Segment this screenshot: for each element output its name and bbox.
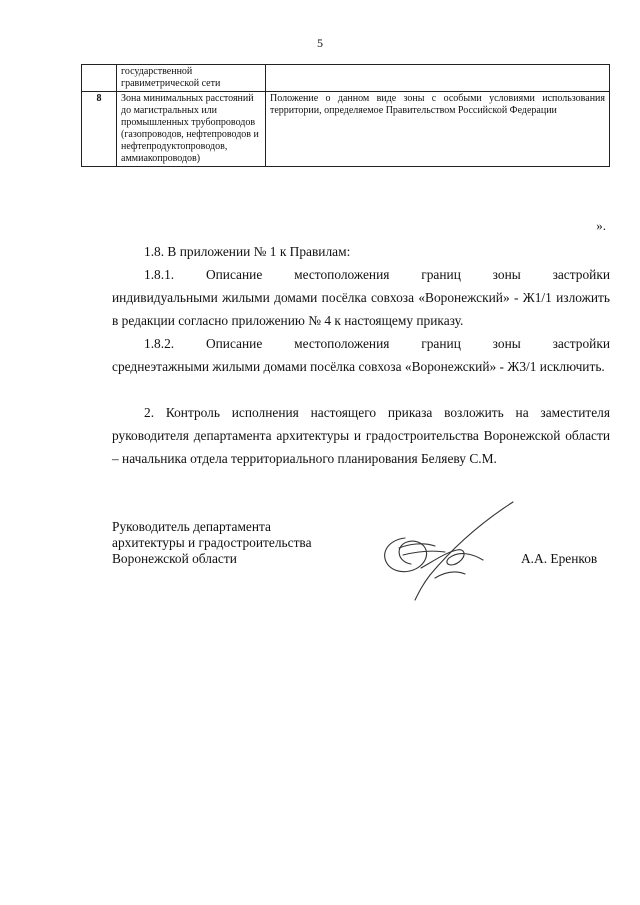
signatory-title	[112, 519, 312, 567]
paragraph-1-8-1-rest: индивидуальными жилыми домами посёлка совхоза «Воронежский» - Ж1/1 изложить в редакции согласно приложению № 4 к настоящему приказу.	[112, 290, 610, 328]
page-number: 5	[317, 36, 323, 50]
handwritten-signature	[375, 500, 515, 605]
paragraph-1-8-2	[112, 332, 610, 378]
signatory-title-line: архитектуры и градостроительства	[112, 535, 312, 550]
paragraph-2: 2. Контроль исполнения настоящего приказа возложить на заместителя руководителя департамента архитектуры и градостроительства Воронежской области – начальника отдела территориального планирования Беляеву С.М.	[112, 405, 610, 466]
signatory-title-line: Воронежской области	[112, 551, 237, 566]
closing-quote: ».	[596, 218, 606, 233]
zone-name: государственной гравиметрической сети	[117, 65, 266, 92]
signatory-title-line: Руководитель департамента	[112, 519, 271, 534]
paragraph-1-8: 1.8. В приложении № 1 к Правилам:	[144, 244, 351, 259]
zone-description	[266, 65, 610, 92]
row-number	[82, 65, 117, 92]
signatory-name: А.А. Еренков	[521, 551, 598, 566]
paragraph-1-8-2-rest: среднеэтажными жилыми домами посёлка совхоза «Воронежский» - Ж3/1 исключить.	[112, 359, 605, 374]
zones-table	[81, 64, 610, 167]
paragraph-1-8-1-first-line: 1.8.1. Описание местоположения границ зоны застройки	[144, 267, 610, 282]
paragraph-1-8-1	[112, 263, 610, 332]
zone-name: Зона минимальных расстояний до магистральных или промышленных трубопроводов (газопроводов, нефтепроводов и нефтепродуктопроводов, аммиакопроводов)	[117, 92, 266, 167]
table-row	[82, 92, 610, 167]
row-number: 8	[82, 92, 117, 167]
table-row	[82, 65, 610, 92]
zone-description: Положение о данном виде зоны с особыми условиями использования территории, определяемое Правительством Российской Федерации	[266, 92, 610, 167]
paragraph-1-8-2-first-line: 1.8.2. Описание местоположения границ зоны застройки	[144, 336, 610, 351]
